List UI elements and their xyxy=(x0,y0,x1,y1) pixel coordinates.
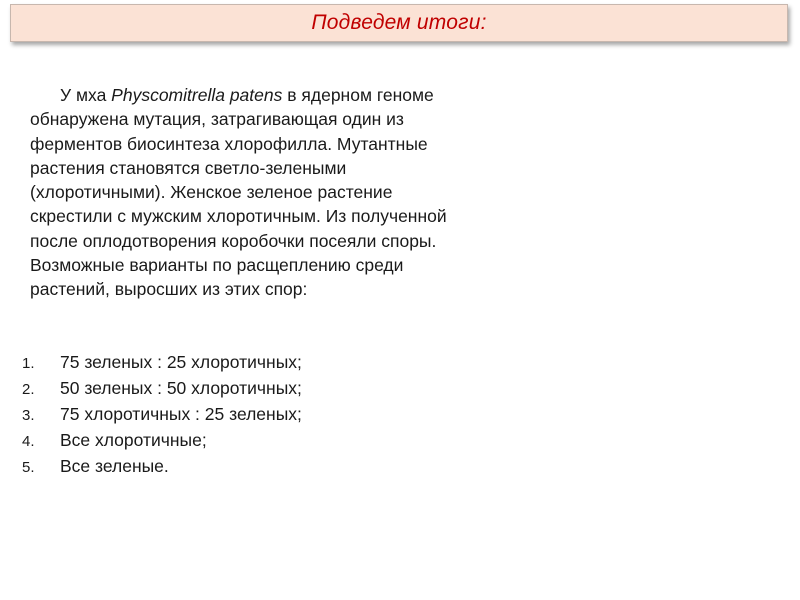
option-number: 3. xyxy=(22,407,35,424)
species-name: Physcomitrella patens xyxy=(111,85,283,105)
option-text: Все зеленые. xyxy=(60,456,169,476)
problem-lead: У мха xyxy=(60,85,112,105)
answer-options-list xyxy=(22,350,302,480)
page-title: Подведем итоги: xyxy=(311,11,487,34)
answer-option xyxy=(22,428,302,454)
option-number: 2. xyxy=(22,381,35,398)
option-text: 75 хлоротичных : 25 зеленых; xyxy=(60,404,302,424)
option-number: 5. xyxy=(22,459,35,476)
title-banner xyxy=(10,4,788,42)
answer-option xyxy=(22,376,302,402)
option-text: Все хлоротичные; xyxy=(60,430,207,450)
answer-option xyxy=(22,350,302,376)
answer-option xyxy=(22,454,302,480)
option-text: 75 зеленых : 25 хлоротичных; xyxy=(60,352,302,372)
option-number: 4. xyxy=(22,433,35,450)
answer-option xyxy=(22,402,302,428)
option-text: 50 зеленых : 50 хлоротичных; xyxy=(60,378,302,398)
option-number: 1. xyxy=(22,355,35,372)
problem-text: в ядерном геноме обнаружена мутация, затрагивающая один из ферментов биосинтеза хлорофилла. Мутантные растения становятся светло-зелеными (хлоротичными). Женское зеленое растение скрестили с мужским хлоротичным. Из полученной после оплодотворения коробочки посеяли споры. Возможные варианты по расщеплению среди растений, выросших из этих спор: xyxy=(30,85,447,300)
problem-statement xyxy=(30,83,470,302)
